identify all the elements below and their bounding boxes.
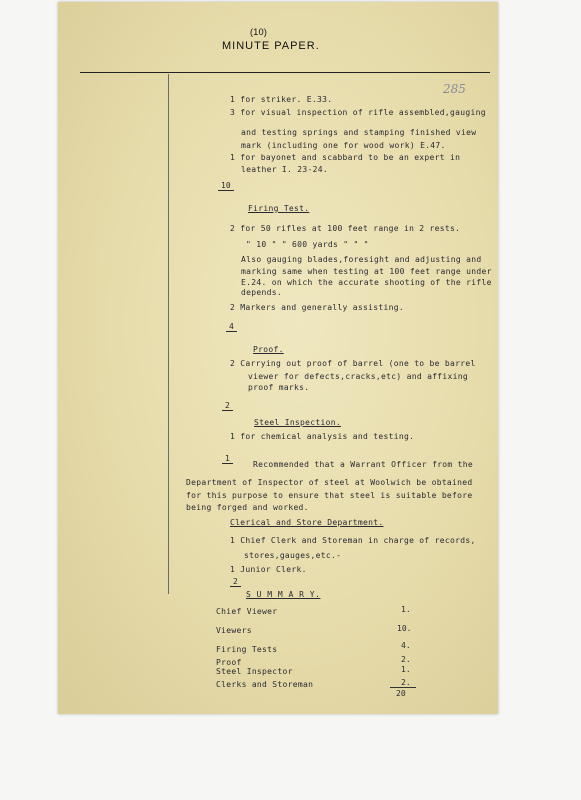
text-line: 1 Chief Clerk and Storeman in charge of records, — [230, 536, 476, 545]
text-line: mark (including one for wood work) E.47. — [241, 141, 446, 150]
summary-label: Chief Viewer — [216, 607, 278, 616]
section-heading-proof: Proof. — [253, 345, 284, 354]
summary-label: Firing Tests — [216, 645, 278, 654]
section-heading-clerical: Clerical and Store Department. — [230, 518, 384, 527]
text-line: stores,gauges,etc.- — [244, 551, 342, 560]
section-heading-firing-test: Firing Test. — [248, 204, 310, 213]
summary-total: 20 — [396, 689, 406, 698]
count-box: 4 — [226, 322, 237, 332]
page-title: MINUTE PAPER. — [222, 40, 320, 52]
text-line: for this purpose to ensure that steel is suitable before — [186, 491, 473, 500]
text-line: 1 Junior Clerk. — [230, 565, 307, 574]
summary-value: 2. — [401, 655, 411, 664]
text-line: leather I. 23-24. — [241, 165, 328, 174]
text-line: viewer for defects,cracks,etc) and affixing — [248, 372, 469, 381]
text-line: Recommended that a Warrant Officer from the — [253, 460, 474, 469]
text-line: depends. — [241, 288, 282, 297]
header-rule — [80, 72, 490, 73]
count-box: 2 — [230, 577, 241, 587]
text-line: being forged and worked. — [186, 503, 309, 512]
text-line: and testing springs and stamping finished view — [241, 128, 477, 137]
summary-value: 2. — [401, 678, 411, 687]
text-line: 1 for chemical analysis and testing. — [230, 432, 415, 441]
text-line: Also gauging blades,foresight and adjusting and — [241, 255, 482, 264]
summary-label: Clerks and Storeman — [216, 680, 314, 689]
text-line: proof marks. — [248, 383, 310, 392]
text-line: E.24. on which the accurate shooting of the rifle — [241, 278, 492, 287]
summary-value: 10. — [397, 624, 412, 633]
count-box: 2 — [222, 401, 233, 411]
minute-paper-page — [58, 2, 498, 714]
pencil-annotation: 285 — [443, 82, 466, 96]
summary-label: Steel Inspector — [216, 667, 293, 676]
summary-label: Viewers — [216, 626, 252, 635]
text-line: marking same when testing at 100 feet range under — [241, 267, 492, 276]
summary-value: 1. — [401, 665, 411, 674]
text-line: 2 Carrying out proof of barrel (one to be barrel — [230, 359, 476, 368]
summary-heading: S U M M A R Y. — [246, 590, 321, 599]
total-rule — [390, 687, 416, 688]
section-heading-steel-inspection: Steel Inspection. — [254, 418, 341, 427]
count-box: 10 — [218, 181, 234, 191]
text-line: 2 Markers and generally assisting. — [230, 303, 404, 312]
text-line: " 10 " " 600 yards " " " — [246, 240, 369, 249]
summary-value: 4. — [401, 641, 411, 650]
text-line: Department of Inspector of steel at Woolwich be obtained — [186, 478, 473, 487]
text-line: 1 for striker. E.33. — [230, 95, 333, 104]
text-line: 1 for bayonet and scabbard to be an expert in — [230, 153, 461, 162]
text-line: 3 for visual inspection of rifle assembled,gauging — [230, 108, 486, 117]
margin-line — [168, 74, 169, 594]
page-number: (10) — [250, 27, 268, 37]
summary-value: 1. — [401, 605, 411, 614]
count-box: 1 — [222, 454, 233, 464]
summary-label: Proof — [216, 658, 242, 667]
text-line: 2 for 50 rifles at 100 feet range in 2 rests. — [230, 224, 461, 233]
